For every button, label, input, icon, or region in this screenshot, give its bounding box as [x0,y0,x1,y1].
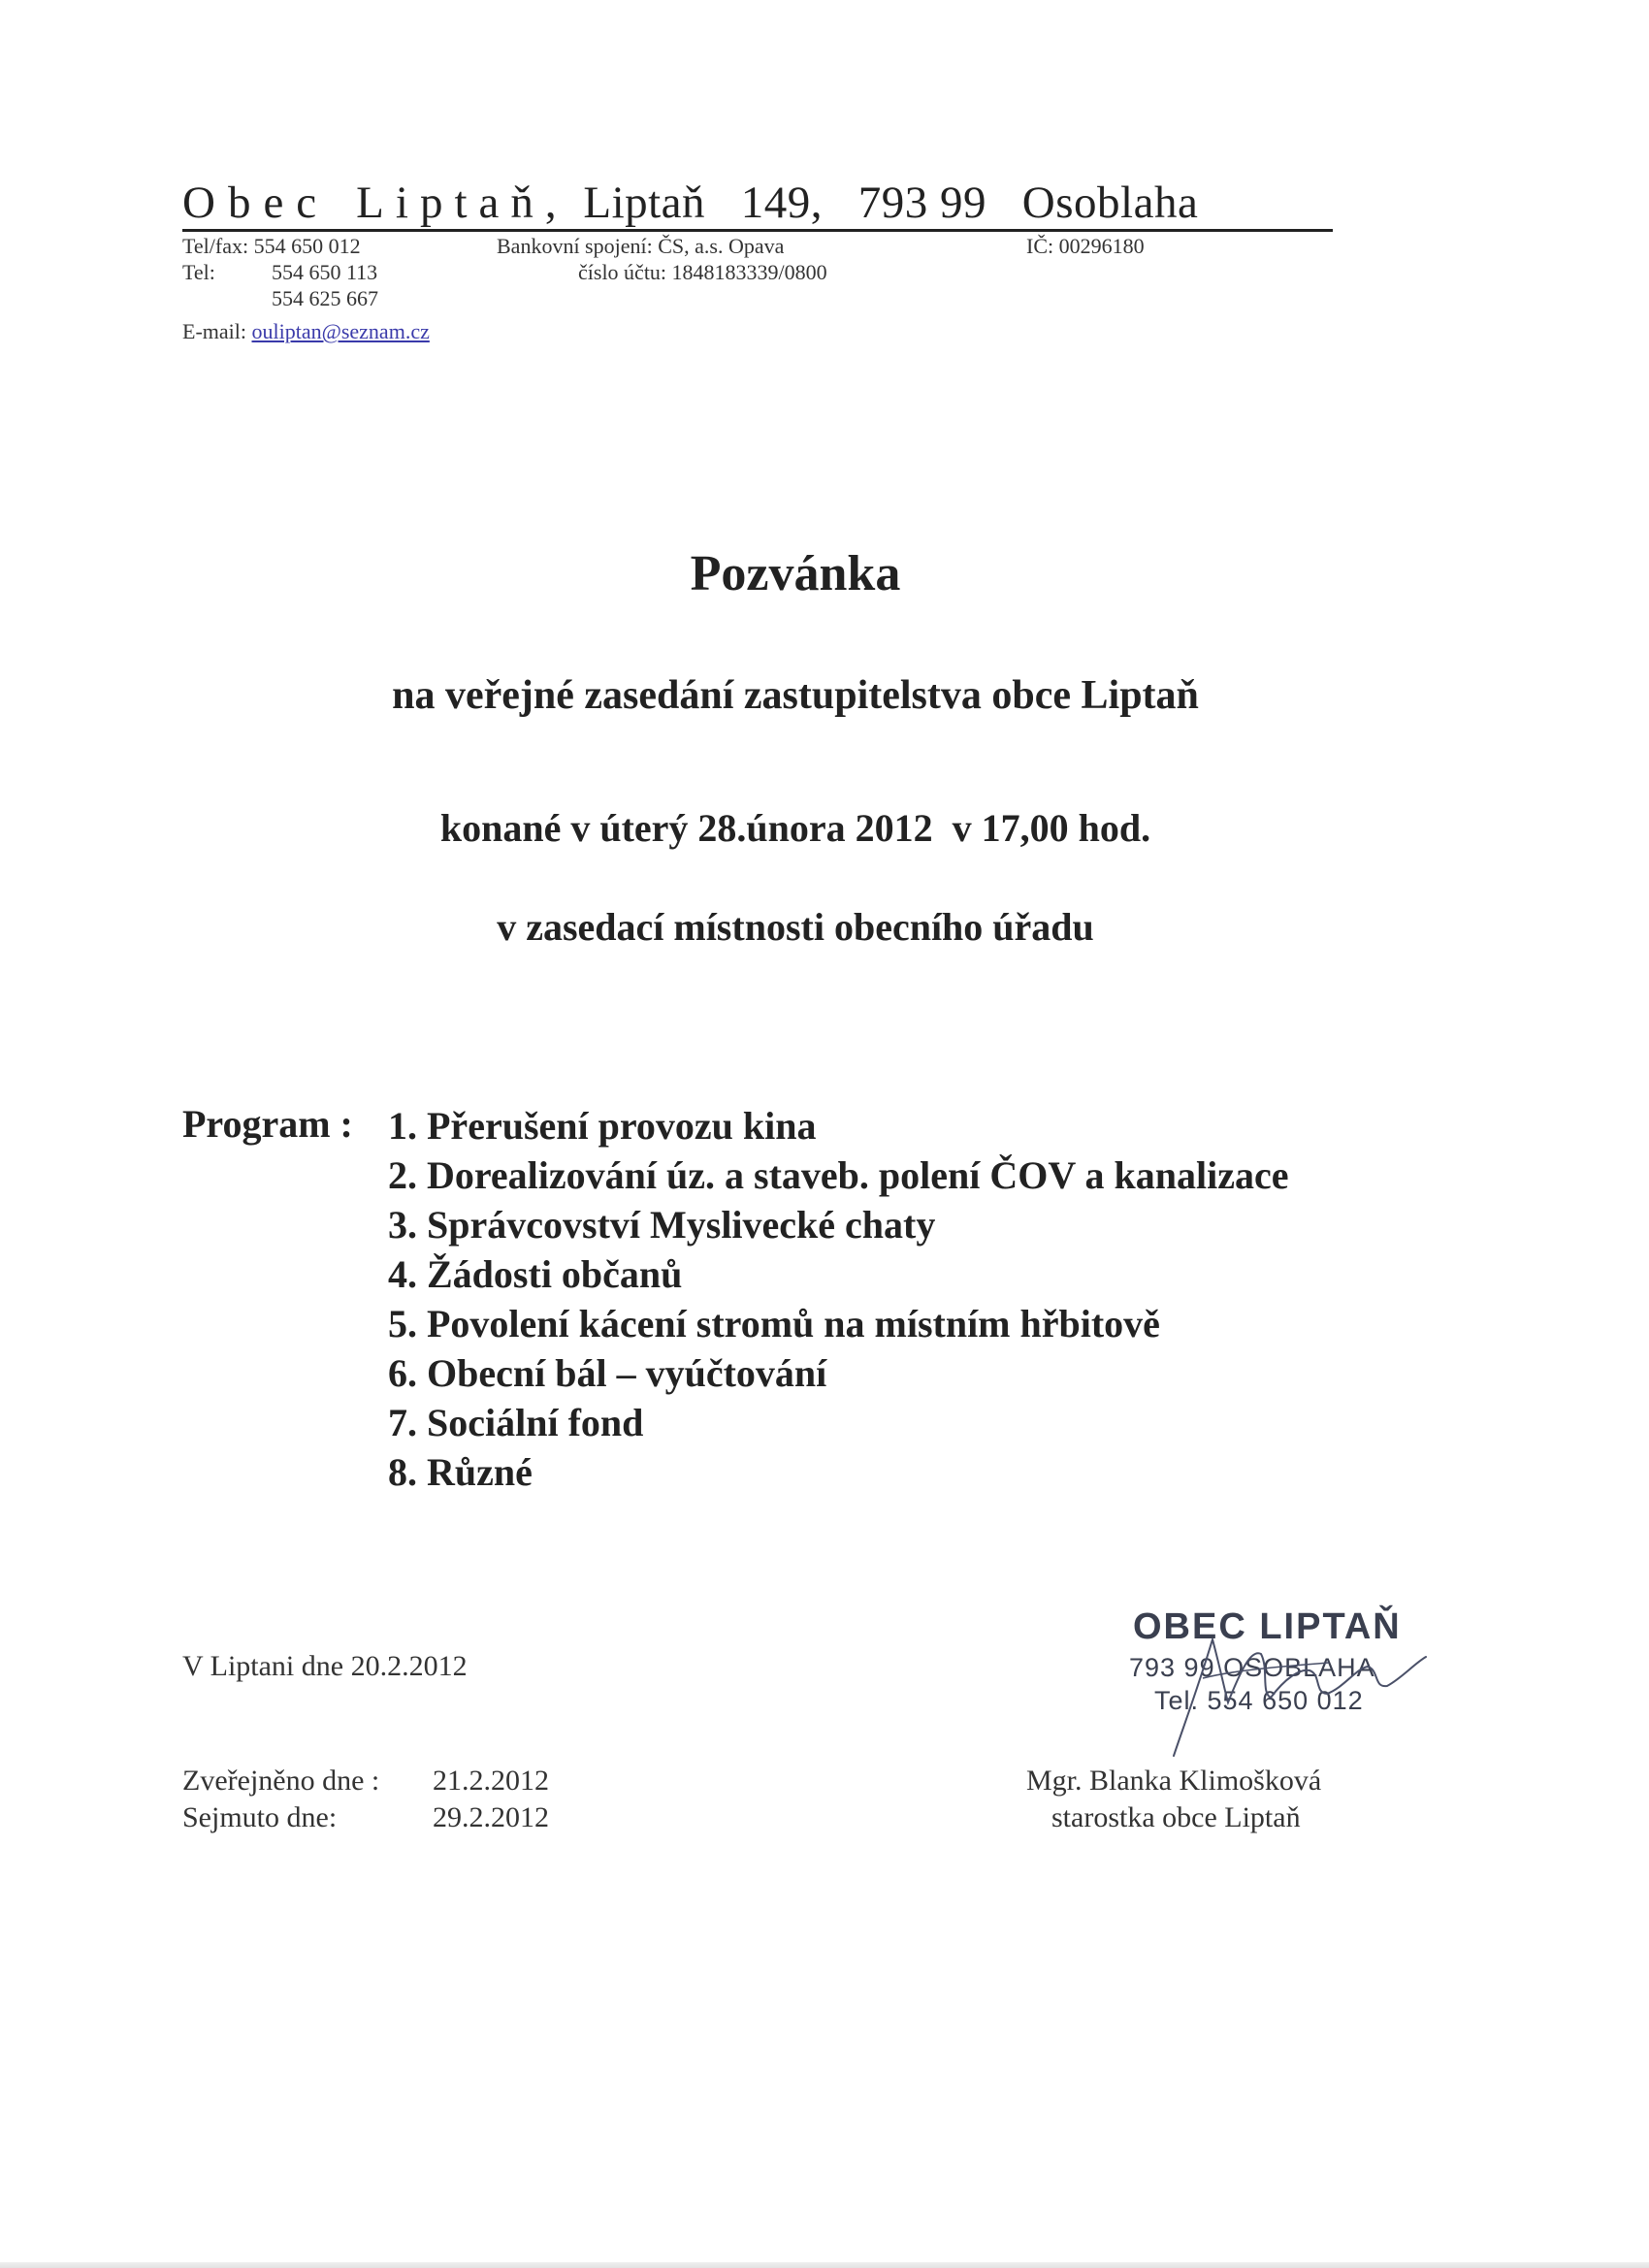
letterhead-name: Liptaň, [356,178,568,228]
contact-email-label: E-mail: [182,319,246,343]
letterhead-org: Obec [182,178,330,228]
contact-tel2: 554 625 667 [272,286,378,310]
program-item: 4. Žádosti občanů [388,1252,683,1296]
program-item: 1. Přerušení provozu kina [388,1104,817,1148]
program-item: 8. Různé [388,1450,533,1494]
contact-account: číslo účtu: 1848183339/0800 [578,260,827,284]
removed-date: 29.2.2012 [433,1801,549,1833]
contact-ico: IČ: 00296180 [1026,234,1145,258]
program-item: 5. Povolení kácení stromů na místním hřbitově [388,1302,1160,1345]
published-label: Zveřejněno dne : [182,1765,380,1797]
handwritten-signature [1106,1610,1436,1775]
contact-tel1: 554 650 113 [272,260,378,284]
program-item: 7. Sociální fond [388,1401,644,1444]
contact-tel-label: Tel: [182,260,215,284]
program-item: 6. Obecní bál – vyúčtování [388,1351,827,1395]
contact-email-row [182,318,430,344]
document-title: Pozvánka [690,546,901,601]
letterhead [182,177,1333,232]
program-list [388,1101,1289,1497]
meeting-time: konané v úterý 28.února 2012 v 17,00 hod. [439,806,1151,850]
email-link[interactable]: ouliptan@seznam.cz [251,319,430,343]
contact-bank: Bankovní spojení: ČS, a.s. Opava [497,234,785,258]
place-date: V Liptani dne 20.2.2012 [182,1650,468,1682]
published-date: 21.2.2012 [433,1765,549,1797]
meeting-place: v zasedací místnosti obecního úřadu [497,905,1094,949]
contact-telfax: Tel/fax: 554 650 012 [182,234,361,258]
scan-edge [0,2262,1649,2268]
stamp-line-1: OBEC LIPTAŇ [1133,1606,1402,1647]
program-item: 3. Správcovství Myslivecké chaty [388,1203,936,1247]
stamp-line-2: 793 99 OSOBLAHA [1129,1653,1375,1682]
program-item: 2. Dorealizování úz. a staveb. polení ČOV a kanalizace [388,1153,1289,1197]
letterhead-address: Liptaň 149, 793 99 Osoblaha [583,178,1199,228]
program-label: Program : [182,1102,353,1146]
document-subtitle: na veřejné zasedání zastupitelstva obce Liptaň [392,673,1199,718]
signer-name: Mgr. Blanka Klimošková [1026,1765,1322,1797]
signer-title: starostka obce Liptaň [1051,1801,1301,1833]
stamp-line-3: Tel. 554 650 012 [1154,1686,1364,1715]
removed-label: Sejmuto dne: [182,1801,338,1833]
